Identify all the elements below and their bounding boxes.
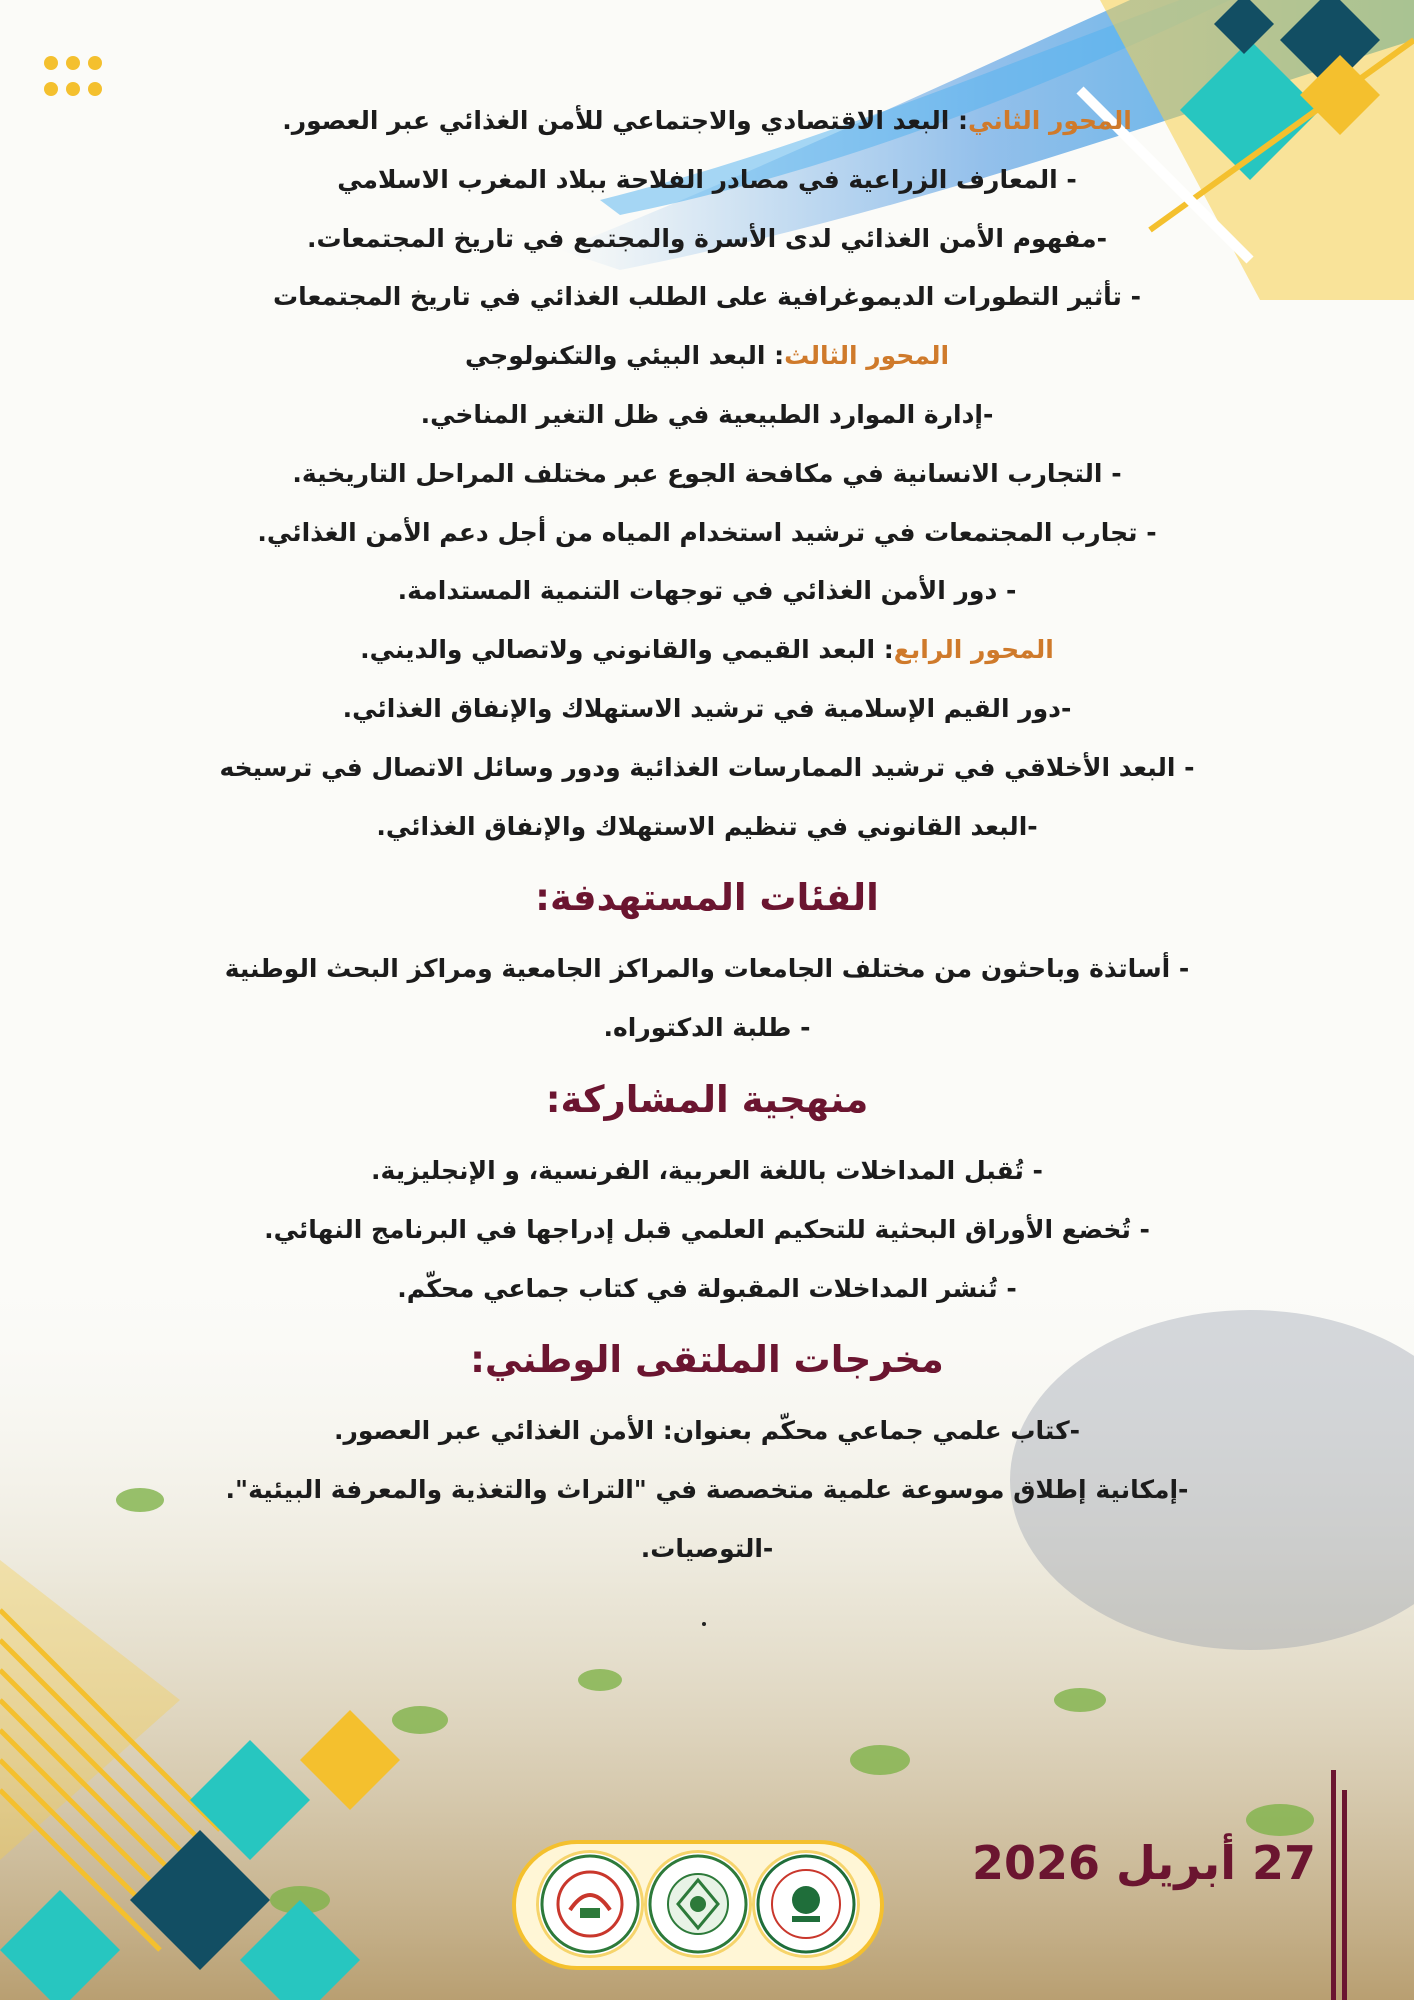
axis-item: - تأثير التطورات الديموغرافية على الطلب الغذائي في تاريخ المجتمعات [273,282,1141,312]
section-item: - تُقبل المداخلات باللغة العربية، الفرنسية، و الإنجليزية. [371,1155,1043,1185]
axis-description: : البعد القيمي والقانوني ولاتصالي والديني. [360,635,894,665]
axis-item: -مفهوم الأمن الغذائي لدى الأسرة والمجتمع في تاريخ المجتمعات. [306,223,1108,253]
section-heading-participation: منهجية المشاركة: [545,1077,869,1121]
axis-item: - دور الأمن الغذائي في توجهات التنمية المستدامة. [397,576,1017,606]
axis-item: - التجارب الانسانية في مكافحة الجوع عبر مختلف المراحل التاريخية. [292,458,1122,488]
axis-item: - البعد الأخلاقي في ترشيد الممارسات الغذائية ودور وسائل الاتصال في ترسيخه [219,752,1195,782]
section-item: - تُخضع الأوراق البحثية للتحكيم العلمي قبل إدراجها في البرنامج النهائي. [264,1214,1150,1244]
axis-2-title [150,92,1264,151]
section-item: -التوصيات. [640,1533,774,1563]
dots-grid-icon [44,56,122,100]
axis-label: المحور الرابع [893,635,1054,665]
event-date: 27 أبريل 2026 [971,1836,1316,1890]
axis-item: - المعارف الزراعية في مصادر الفلاحة ببلاد المغرب الاسلامي [337,164,1077,194]
section-item: -كتاب علمي جماعي محكّم بعنوان: الأمن الغذائي عبر العصور. [333,1416,1081,1446]
axis-item: - تجارب المجتمعات في ترشيد استخدام المياه من أجل دعم الأمن الغذائي. [257,517,1157,547]
section-heading-target-groups: الفئات المستهدفة: [535,876,879,920]
axis-label: المحور الثاني [968,106,1132,135]
axis-label: المحور الثالث [784,341,950,371]
section-item: - طلبة الدكتوراه. [603,1013,811,1043]
faculty-humanities-logo [644,1850,752,1958]
axis-item: -البعد القانوني في تنظيم الاستهلاك والإنفاق الغذائي. [376,811,1038,841]
section-item: - تُنشر المداخلات المقبولة في كتاب جماعي محكّم. [397,1273,1017,1303]
axis-item: -إدارة الموارد الطبيعية في ظل التغير المناخي. [420,399,994,429]
institution-logos [512,1838,884,1972]
axis-description: : البعد الاقتصادي والاجتماعي للأمن الغذائي عبر العصور. [282,106,969,135]
research-lab-logo [752,1850,860,1958]
section-item: - أساتذة وباحثون من مختلف الجامعات والمراكز الجامعية ومراكز البحث الوطنية [224,954,1190,984]
axis-item: -دور القيم الإسلامية في ترشيد الاستهلاك والإنفاق الغذائي. [342,693,1072,723]
stray-dot [702,1622,706,1626]
axis-description: : البعد البيئي والتكنولوجي [464,341,785,371]
axis-4-title [150,621,1264,680]
main-text [150,92,1264,1579]
university-seal-logo [536,1850,644,1958]
section-heading-outputs: مخرجات الملتقى الوطني: [470,1338,944,1382]
section-item: -إمكانية إطلاق موسوعة علمية متخصصة في "التراث والتغذية والمعرفة البيئية". [225,1475,1189,1505]
axis-3-title [150,327,1264,386]
